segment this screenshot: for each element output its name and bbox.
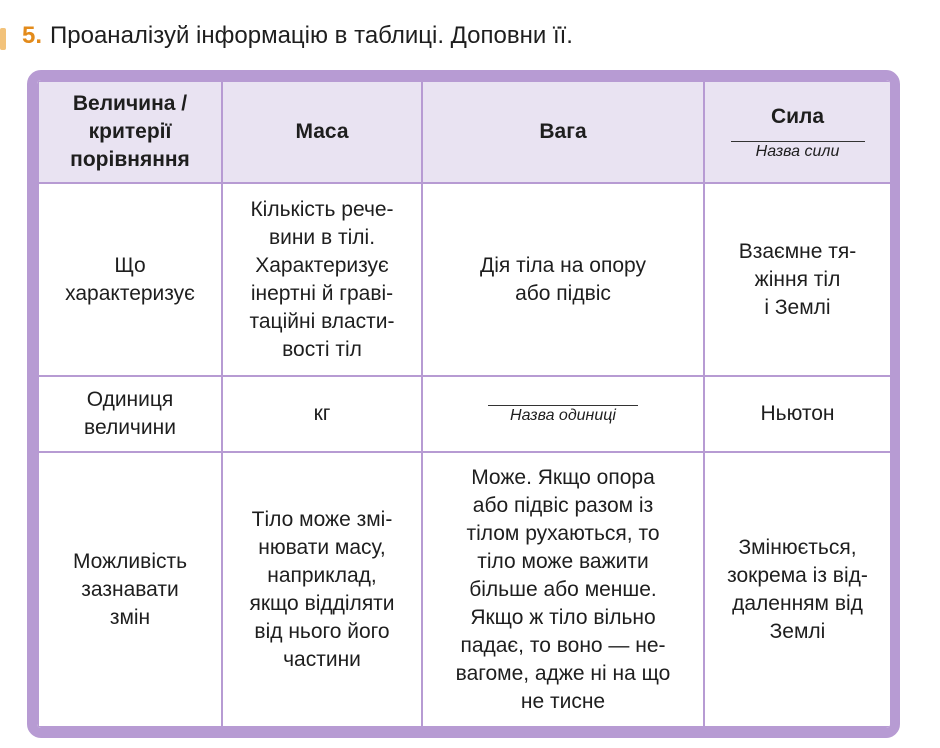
table-header-row bbox=[38, 81, 891, 183]
cell-force: Ньютон bbox=[704, 376, 891, 452]
cell-weight: Може. Якщо опора або підвіс разом із тілом рухаються, то тіло може важити більше або менше. Якщо ж тіло вільно падає, то воно — не- вагоме, адже ні на що не тисне bbox=[422, 452, 704, 727]
left-accent-bar bbox=[0, 28, 6, 50]
row-criterion: Одиниця величини bbox=[38, 376, 222, 452]
cell-force: Взаємне тя- жіння тіл і Землі bbox=[704, 183, 891, 376]
header-weight: Вага bbox=[422, 81, 704, 183]
comparison-table-frame bbox=[27, 70, 900, 738]
cell-mass: кг bbox=[222, 376, 422, 452]
table-row bbox=[38, 376, 891, 452]
task-heading bbox=[22, 20, 573, 52]
row-criterion: Можливість зазнавати змін bbox=[38, 452, 222, 727]
unit-blank-caption: Назва одиниці bbox=[510, 406, 616, 424]
header-force-label: Сила bbox=[770, 104, 825, 128]
cell-mass: Тіло може змі- нювати масу, наприклад, якщо відділяти від нього його частини bbox=[222, 452, 422, 727]
comparison-table bbox=[37, 80, 892, 728]
row-criterion: Що характеризує bbox=[38, 183, 222, 376]
cell-force: Змінюється, зокрема із від- даленням від Землі bbox=[704, 452, 891, 727]
cell-mass: Кількість рече- вини в тілі. Характеризує інертні й граві- таційні власти- вості тіл bbox=[222, 183, 422, 376]
table-row bbox=[38, 183, 891, 376]
cell-weight bbox=[422, 376, 704, 452]
task-number: 5. bbox=[22, 22, 43, 49]
header-criteria: Величина / критерії порівняння bbox=[38, 81, 222, 183]
force-blank-caption: Назва сили bbox=[755, 142, 840, 160]
header-force bbox=[704, 81, 891, 183]
cell-weight: Дія тіла на опору або підвіс bbox=[422, 183, 704, 376]
table-row bbox=[38, 452, 891, 727]
task-text: Проаналізуй інформацію в таблиці. Доповни її. bbox=[50, 22, 573, 49]
header-mass: Маса bbox=[222, 81, 422, 183]
